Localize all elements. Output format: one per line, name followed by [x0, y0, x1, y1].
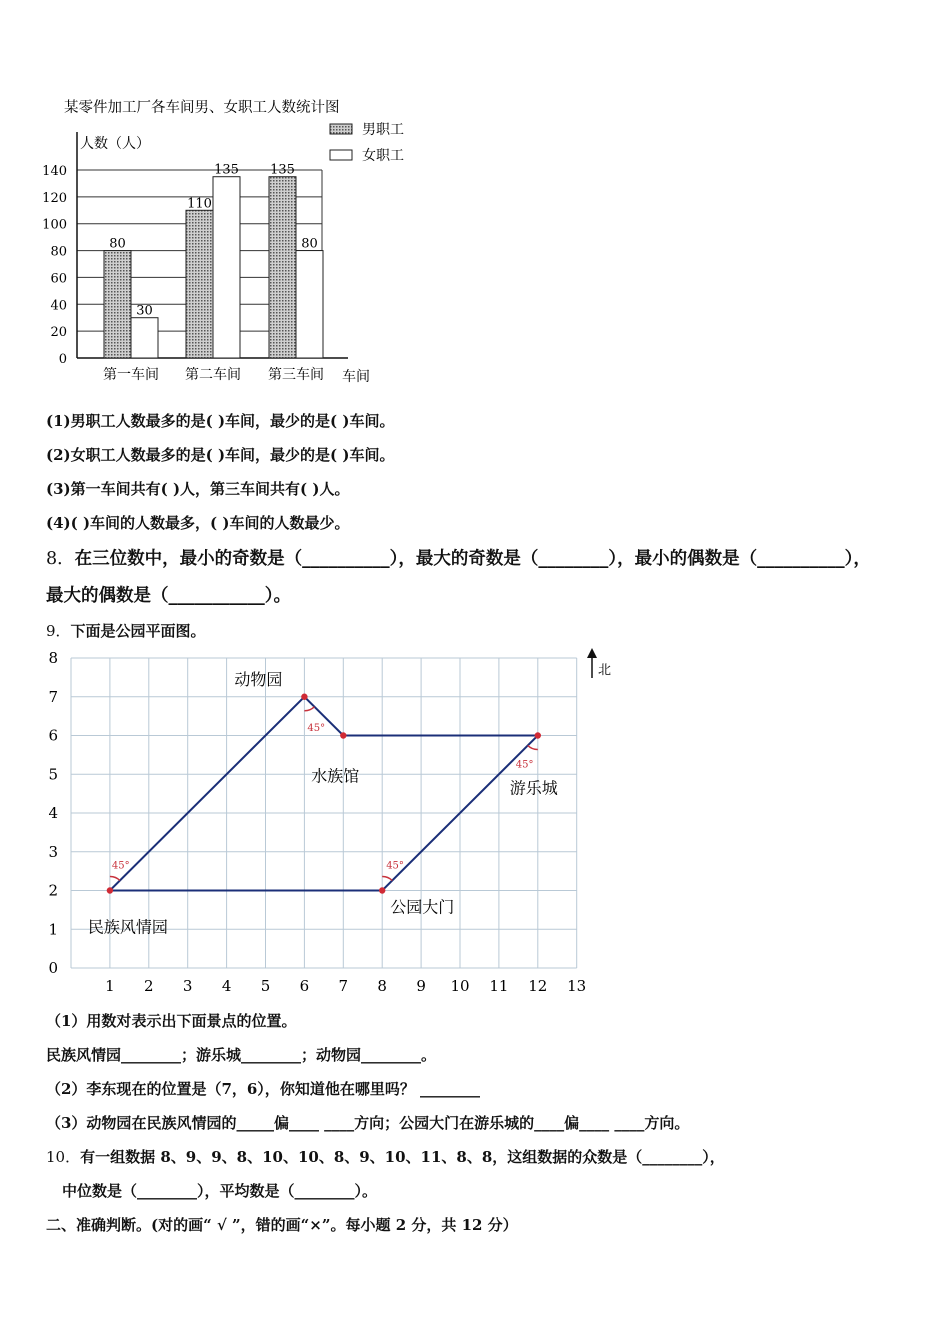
map-y-tick-label: 6: [48, 726, 58, 745]
question-9-text: 下面是公园平面图。: [70, 622, 206, 640]
bar-value-label: 30: [136, 303, 153, 319]
question-9-2: （2）李东现在的位置是（7，6），你知道他在哪里吗？ ________: [46, 1080, 481, 1098]
map-y-tick-label: 3: [48, 842, 58, 861]
map-x-tick-label: 8: [377, 977, 387, 995]
map-point: [301, 694, 307, 700]
park-map-route: [110, 697, 538, 891]
question-8-line-2: 最大的偶数是（___________）。: [46, 586, 291, 606]
bar-y-tick-label: 80: [50, 244, 67, 260]
map-point-label: 公园大门: [390, 897, 455, 917]
bar-male: [269, 177, 296, 358]
question-7-3: (3)第一车间共有( )人，第三车间共有( )人。: [46, 480, 350, 498]
north-arrow: [587, 648, 611, 678]
question-10-line-1: [46, 1146, 725, 1167]
bar-female: [213, 177, 240, 358]
map-angle-label: 45°: [111, 860, 130, 872]
question-7-1: (1)男职工人数最多的是( )车间，最少的是( )车间。: [46, 412, 395, 430]
question-9-number: 9．: [46, 622, 71, 640]
north-label: 北: [598, 663, 612, 678]
bar-chart: [0, 0, 950, 395]
legend-label-female: 女职工: [362, 148, 404, 164]
map-x-tick-label: 9: [416, 977, 426, 995]
map-y-tick-label: 1: [48, 920, 58, 939]
map-point-label: 水族馆: [311, 766, 360, 786]
bar-value-label: 135: [214, 162, 239, 178]
legend-swatch-female: [330, 150, 352, 160]
bar-y-tick-label: 100: [42, 217, 67, 233]
park-map-grid: [48, 649, 586, 995]
bar-category-label: 第二车间: [185, 367, 241, 383]
map-x-tick-label: 11: [489, 977, 509, 995]
question-10-text: 有一组数据 8、9、9、8、10、10、8、9、10、11、8、8，这组数据的众数是（________），: [80, 1148, 725, 1166]
section-2-heading: 二、准确判断。(对的画“ √ ”，错的画“×”。每小题 2 分，共 12 分）: [46, 1216, 518, 1234]
map-y-tick-label: 8: [48, 649, 58, 667]
map-x-tick-label: 1: [105, 977, 115, 995]
bar-male: [104, 251, 131, 358]
bar-value-label: 80: [109, 236, 126, 252]
bar-chart-bars: [103, 163, 324, 383]
bar-y-tick-label: 60: [50, 271, 67, 287]
map-x-tick-label: 6: [299, 977, 310, 995]
map-angle-arc: [382, 876, 392, 880]
question-10-number: 10．: [46, 1148, 81, 1166]
bar-value-label: 110: [187, 196, 212, 212]
bar-y-tick-label: 0: [58, 352, 67, 367]
legend-label-male: 男职工: [362, 122, 404, 138]
question-9-1-blanks: 民族风情园________；游乐城________；动物园________。: [46, 1046, 437, 1064]
bar-value-label: 135: [270, 162, 295, 178]
map-point-label: 民族风情园: [87, 917, 168, 937]
question-8-number: 8．: [46, 549, 75, 569]
bar-female: [296, 251, 323, 358]
bar-y-tick-label: 140: [42, 164, 67, 179]
map-y-tick-label: 5: [48, 765, 58, 784]
bar-female: [131, 318, 158, 358]
map-angle-arc: [528, 746, 538, 750]
question-9-3: （3）动物园在民族风情园的_____偏____ ____方向；公园大门在游乐城的____偏____ ____方向。: [46, 1114, 690, 1132]
map-x-tick-label: 12: [528, 977, 548, 995]
bar-category-label: 第三车间: [268, 367, 324, 383]
question-9-1: （1）用数对表示出下面景点的位置。: [46, 1012, 297, 1030]
bar-chart-xlabel: 车间: [342, 369, 370, 385]
map-y-tick-label: 0: [48, 959, 58, 977]
map-x-tick-label: 3: [182, 977, 193, 995]
bar-value-label: 80: [301, 236, 318, 252]
bar-chart-ylabel: 人数（人）: [80, 136, 150, 152]
map-point-label: 动物园: [234, 669, 283, 689]
map-point: [379, 887, 385, 893]
question-8-text: 在三位数中，最小的奇数是（__________），最大的奇数是（________），最小的偶数是（__________），: [74, 549, 871, 569]
question-8-line-1: [46, 545, 871, 570]
park-map: [0, 640, 950, 1000]
map-point: [340, 732, 346, 738]
map-x-tick-label: 4: [221, 977, 232, 995]
map-angle-label: 45°: [307, 722, 326, 734]
map-point: [535, 732, 541, 738]
map-point: [107, 887, 113, 893]
map-x-tick-label: 2: [144, 977, 154, 995]
bar-y-tick-label: 120: [42, 190, 67, 206]
map-x-tick-label: 7: [338, 977, 349, 995]
map-x-tick-label: 10: [450, 977, 470, 995]
map-angle-arc: [304, 707, 314, 711]
map-angle-arc: [110, 876, 120, 880]
bar-y-tick-label: 40: [50, 298, 67, 314]
map-point-label: 游乐城: [509, 778, 558, 798]
map-y-tick-label: 7: [48, 687, 58, 706]
park-map-points: [88, 670, 558, 937]
question-10-line-2: 中位数是（________），平均数是（________）。: [62, 1182, 378, 1200]
bar-male: [186, 210, 213, 358]
bar-chart-legend: [330, 122, 404, 164]
map-angle-label: 45°: [515, 759, 534, 771]
map-angle-label: 45°: [386, 860, 404, 872]
map-y-tick-label: 2: [48, 881, 58, 900]
bar-y-tick-label: 20: [50, 325, 67, 341]
question-9-title: [46, 620, 206, 641]
bar-category-label: 第一车间: [103, 367, 159, 383]
bar-chart-title: 某零件加工厂各车间男、女职工人数统计图: [64, 100, 340, 116]
question-7-4: (4)( )车间的人数最多，( )车间的人数最少。: [46, 514, 350, 532]
map-x-tick-label: 13: [567, 977, 587, 995]
legend-swatch-male: [330, 124, 352, 134]
map-x-tick-label: 5: [260, 977, 271, 995]
map-y-tick-label: 4: [48, 804, 58, 822]
question-7-2: (2)女职工人数最多的是( )车间，最少的是( )车间。: [46, 446, 395, 464]
